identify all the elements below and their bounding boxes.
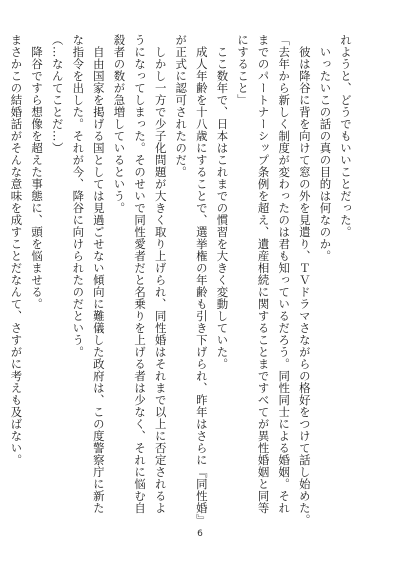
- text-line: 殺者の数が急増しているという。: [112, 34, 127, 214]
- text-line: 彼は降谷に背を向けて窓の外を見遣り、ＴＶドラマさながらの格好をつけて話し始めた。: [297, 34, 312, 526]
- text-line: にすること」: [236, 34, 251, 106]
- text-line: 自由国家を掲げる国としては見過ごせない傾向に難儀した政府は、この度警察庁に新た: [91, 34, 106, 514]
- text-line: しかし一方で少子化問題が大きく取り上げられ、同性婚はそれまで以上に否定されるよ: [153, 34, 168, 514]
- text-line: うになってしまった。そのせいで同性愛者だと名乗りを上げる者は少なく、それに悩む自: [133, 34, 148, 514]
- text-line: （…なんてことだ…）: [50, 34, 65, 154]
- text-line: ここ数年で、日本はこれまでの慣習を大きく変動していた。: [215, 34, 230, 370]
- text-line: が正式に認可されたのだ。: [174, 34, 189, 178]
- text-line: 「去年から新しく制度が変わったのは君も知っているだろう。同性同士による婚姻。それ: [277, 34, 292, 514]
- text-line: まさかこの結婚話がそんな意味を成すことだなんて、さすがに考えも及ばない。: [9, 34, 24, 466]
- text-line: な指令を出した。それが今、降谷に向けられたのだという。: [71, 34, 86, 358]
- text-line: 降谷ですら想像を超えた事態に、頭を悩ませる。: [30, 34, 45, 310]
- text-line: いったいこの話の真の目的は何なのか。: [318, 34, 333, 262]
- page-number: 6: [197, 529, 203, 539]
- text-line: れようと、どうでもいいことだった。: [339, 34, 353, 238]
- text-line: までのパートナーシップ条例を超え、遺産相続に関することまですべてが異性婚姻と同等: [256, 34, 271, 514]
- text-line: 成人年齢を十八歳にすることで、選挙権の年齢も引き下げられ、昨年はさらに『同性婚』: [194, 34, 209, 526]
- vertical-text-body: [9, 34, 356, 526]
